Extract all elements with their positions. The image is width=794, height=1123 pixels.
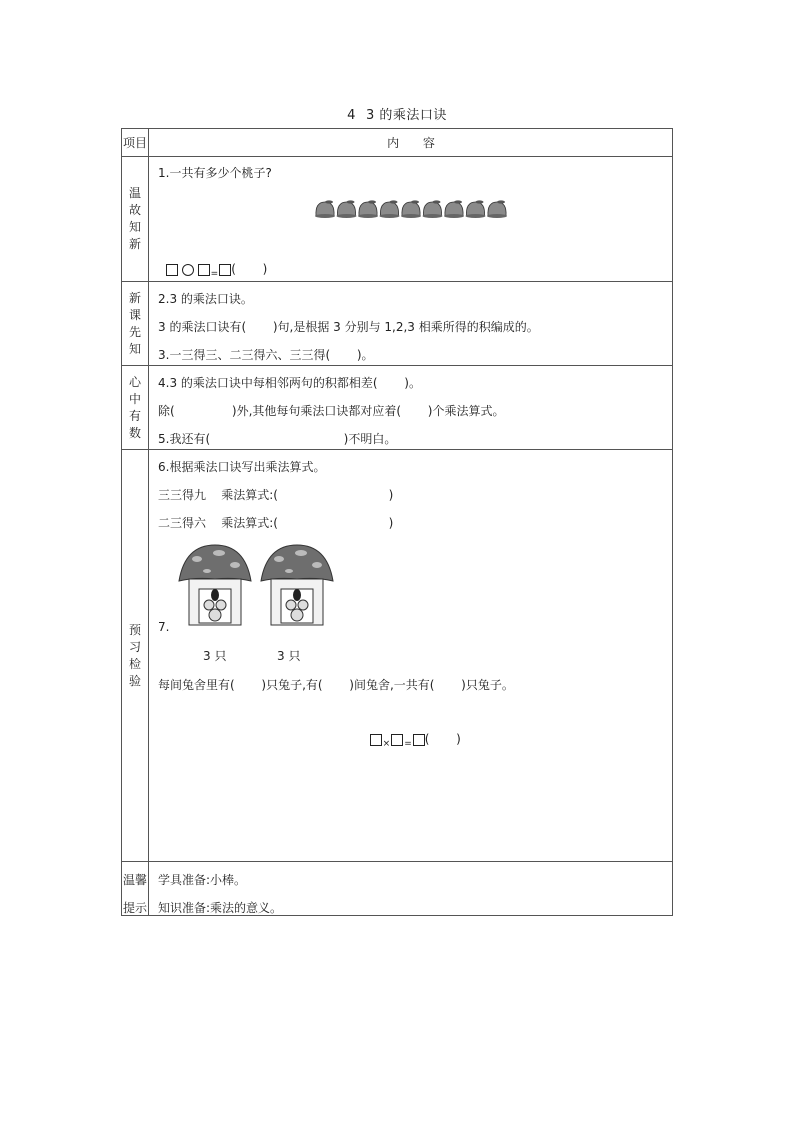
question-6-a: 三三得九 乘法算式:( ) [158,488,394,502]
house-count-2: 3 只 [277,649,301,663]
blank-box[interactable] [198,264,210,276]
question-4-line: 除( )外,其他每句乘法口诀都对应着( )个乘法算式。 [158,404,505,418]
header-item: 项目 [122,135,147,150]
operator-circle[interactable] [182,264,194,276]
times-sign: × [382,739,391,749]
peach-icon [466,200,486,218]
question-6-b: 二三得六 乘法算式:( ) [158,516,394,530]
equals-sign: = [404,739,412,749]
row-divider [121,861,673,862]
question-3: 3.一三得三、二三得六、三三得( )。 [158,348,374,362]
equation-1 [158,248,267,279]
row-divider [121,365,673,366]
peach-icon [487,200,507,218]
peach-icon [444,200,464,218]
blank-box[interactable] [219,264,231,276]
blank-box[interactable] [370,734,382,746]
tip-knowledge: 知识准备:乘法的意义。 [158,901,283,915]
question-2-line: 3 的乘法口诀有( )句,是根据 3 分别与 1,2,3 相乘所得的积编成的。 [158,320,539,334]
blank-box[interactable] [413,734,425,746]
lesson-title: 3 的乘法口诀 [365,108,447,123]
tips-label-1: 温馨 [122,873,147,887]
page-title [0,104,794,123]
tips-label-2: 提示 [122,901,147,915]
blank-box[interactable] [166,264,178,276]
section-label-review: 温 故 知 新 [128,186,141,251]
lesson-number: 4 [347,108,356,123]
header-content: 内 容 [387,135,435,150]
section-label-check: 预 习 检 验 [128,622,141,688]
question-4: 4.3 的乘法口诀中每相邻两句的积都相差( )。 [158,376,421,390]
question-6: 6.根据乘法口诀写出乘法算式。 [158,460,326,474]
tip-tools: 学具准备:小棒。 [158,873,247,887]
question-7-line: 每间兔舍里有( )只兔子,有( )间兔舍,一共有( )只兔子。 [158,678,514,692]
peach-icon [423,200,443,218]
peach-icon [380,200,400,218]
row-divider [121,281,673,282]
peaches-image [314,198,524,220]
answer-paren[interactable]: ( ) [231,262,268,276]
question-7: 7. [158,620,170,634]
peach-icon [315,200,335,218]
equals-sign: = [210,269,219,279]
row-divider [121,449,673,450]
question-1: 1.一共有多少个桃子? [158,166,272,180]
answer-paren[interactable]: ( ) [424,732,461,746]
house-count-1: 3 只 [203,649,227,663]
section-label-new: 新 课 先 知 [128,290,141,356]
mushroom-house-image [175,543,253,627]
blank-box[interactable] [391,734,403,746]
question-5: 5.我还有( )不明白。 [158,432,397,446]
equation-7 [362,718,461,749]
peach-icon [401,200,421,218]
mushroom-house-image [257,543,335,627]
row-divider [121,156,673,157]
peach-icon [337,200,357,218]
peach-icon [358,200,378,218]
question-2: 2.3 的乘法口诀。 [158,292,253,306]
section-label-heart: 心 中 有 数 [128,374,141,440]
